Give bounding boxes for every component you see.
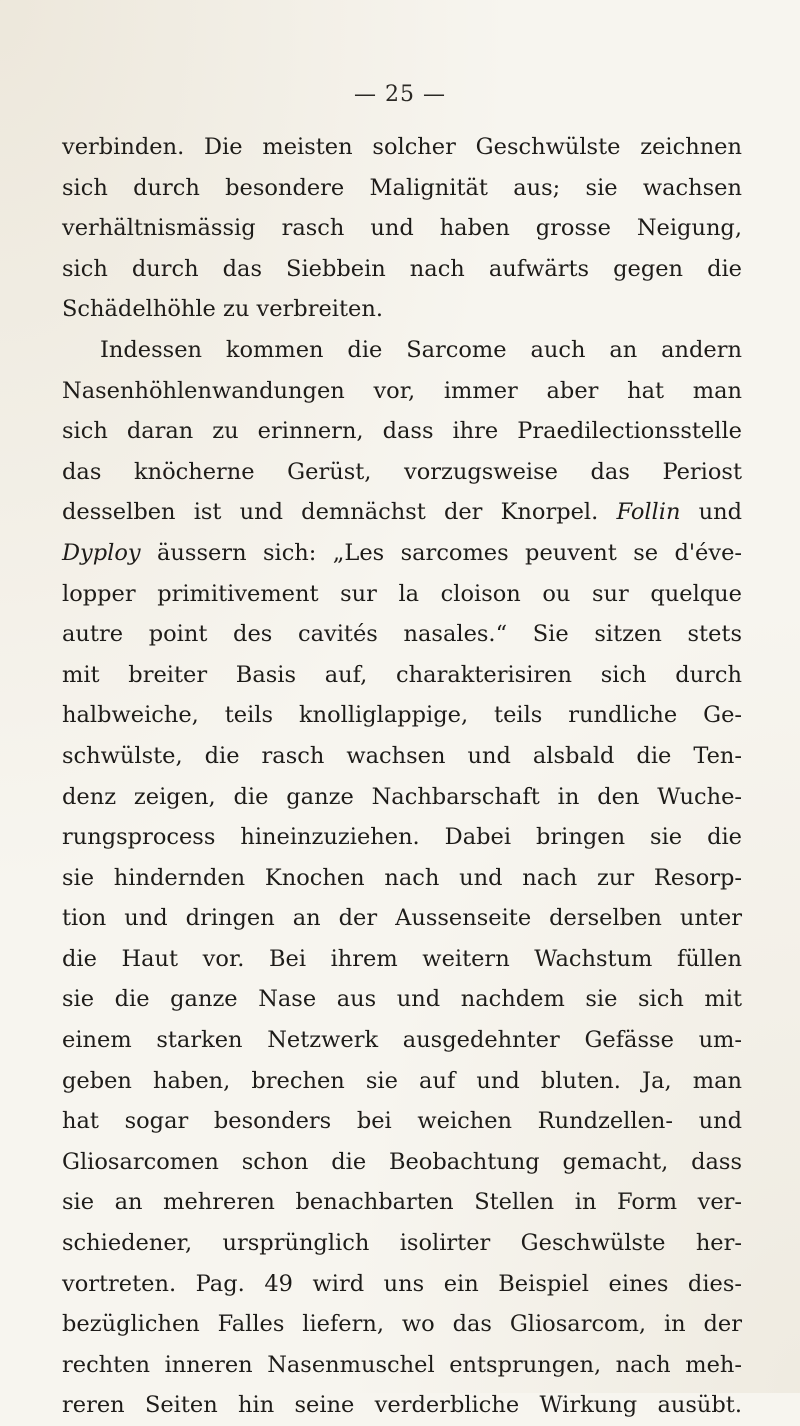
text-line: das knöcherne Gerüst, vorzugsweise das Periost [62, 458, 742, 485]
text-line: reren Seiten hin seine verderbliche Wirkung ausübt. [62, 1392, 742, 1419]
text-line: Dyploy äussern sich: „Les sarcomes peuvent se d'éve- [62, 539, 742, 566]
text-line: desselben ist und demnächst der Knorpel. Follin und [62, 499, 742, 526]
text-line: denz zeigen, die ganze Nachbarschaft in den Wuche- [62, 783, 742, 810]
text-line: Nasenhöhlenwandungen vor, immer aber hat man [62, 377, 742, 404]
text-line: sie an mehreren benachbarten Stellen in Form ver- [62, 1189, 742, 1216]
text-line: lopper primitivement sur la cloison ou sur quelque [62, 580, 742, 607]
text-line: verbinden. Die meisten solcher Geschwülste zeichnen [62, 134, 742, 160]
text-line: sich durch das Siebbein nach aufwärts gegen die [62, 255, 742, 282]
text-line: einem starken Netzwerk ausgedehnter Gefässe um- [62, 1027, 742, 1054]
text-line: rechten inneren Nasenmuschel entsprungen, nach meh- [62, 1351, 742, 1378]
text-line: sie die ganze Nase aus und nachdem sie sich mit [62, 986, 742, 1013]
author-name: Follin [616, 499, 681, 526]
text-line: Indessen kommen die Sarcome auch an andern [100, 336, 742, 363]
text-line: sich daran zu erinnern, dass ihre Praedilectionsstelle [62, 418, 742, 445]
text-line: tion und dringen an der Aussenseite derselben unter [62, 905, 742, 932]
text-line: Schädelhöhle zu verbreiten. [62, 296, 383, 323]
text-line: schiedener, ursprünglich isolirter Geschwülste her- [62, 1230, 742, 1257]
text-line: halbweiche, teils knolliglappige, teils rundliche Ge- [62, 702, 742, 729]
body-text [62, 127, 742, 1426]
text-line: hat sogar besonders bei weichen Rundzellen- und [62, 1108, 742, 1135]
text-line: sie hindernden Knochen nach und nach zur Resorp- [62, 864, 742, 891]
text-line: rungsprocess hineinzuziehen. Dabei bringen sie die [62, 824, 742, 851]
text-line: verhältnismässig rasch und haben grosse Neigung, [62, 215, 742, 242]
text-line: die Haut vor. Bei ihrem weitern Wachstum füllen [62, 945, 742, 972]
text-line: schwülste, die rasch wachsen und alsbald die Ten- [62, 742, 742, 769]
text-line: sich durch besondere Malignität aus; sie wachsen [62, 174, 742, 201]
author-name: Dyploy [62, 539, 141, 566]
text-line: geben haben, brechen sie auf und bluten. Ja, man [62, 1067, 742, 1094]
text-line: bezüglichen Falles liefern, wo das Gliosarcom, in der [62, 1311, 742, 1338]
text-line: Gliosarcomen schon die Beobachtung gemacht, dass [62, 1148, 742, 1175]
page-number: — 25 — [354, 82, 446, 107]
text-line: vortreten. Pag. 49 wird uns ein Beispiel eines dies- [62, 1270, 742, 1297]
text-line: mit breiter Basis auf, charakterisiren sich durch [62, 661, 742, 688]
text-line: autre point des cavités nasales.“ Sie sitzen stets [62, 621, 742, 648]
